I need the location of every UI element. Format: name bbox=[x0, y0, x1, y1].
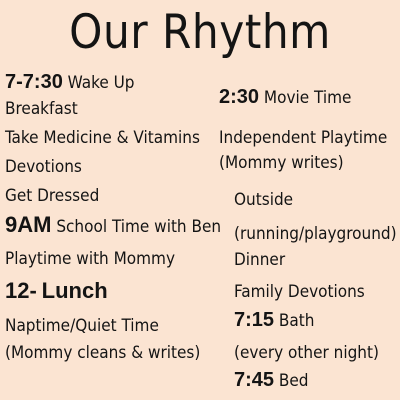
item-dinner: Dinner bbox=[234, 250, 286, 270]
item-school bbox=[5, 214, 221, 238]
movie-label: Movie Time bbox=[263, 88, 352, 108]
item-playtime: Playtime with Mommy bbox=[5, 249, 176, 269]
movie-time: 2:30 bbox=[219, 86, 260, 108]
item-devotions: Devotions bbox=[5, 157, 82, 177]
item-naptime-note: (Mommy cleans & writes) bbox=[5, 343, 201, 363]
school-label: School Time with Ben bbox=[56, 217, 222, 237]
item-medicine: Take Medicine & Vitamins bbox=[5, 128, 200, 148]
item-bath bbox=[234, 309, 314, 332]
item-outside: Outside bbox=[234, 190, 294, 210]
bed-time: 7:45 bbox=[234, 369, 275, 391]
bed-label: Bed bbox=[278, 371, 309, 391]
item-naptime: Naptime/Quiet Time bbox=[5, 316, 159, 336]
wake-up-label: Wake Up bbox=[67, 73, 135, 93]
item-bath-note: (every other night) bbox=[234, 343, 379, 363]
item-independent-note: (Mommy writes) bbox=[219, 153, 344, 173]
bath-time: 7:15 bbox=[234, 309, 275, 331]
lunch-label: Lunch bbox=[41, 278, 108, 303]
item-outside-note: (running/playground) bbox=[234, 224, 397, 244]
poster-title: Our Rhythm bbox=[69, 5, 331, 60]
item-family-devotions: Family Devotions bbox=[234, 282, 365, 302]
item-movie-time bbox=[219, 86, 351, 109]
item-wake-up bbox=[5, 71, 135, 94]
item-bed bbox=[234, 369, 309, 392]
item-get-dressed: Get Dressed bbox=[5, 186, 100, 206]
bath-label: Bath bbox=[278, 311, 315, 331]
item-independent-playtime: Independent Playtime bbox=[219, 128, 388, 148]
item-breakfast: Breakfast bbox=[5, 99, 78, 119]
wake-up-time: 7-7:30 bbox=[5, 71, 63, 93]
school-time: 9AM bbox=[5, 212, 52, 237]
item-lunch bbox=[5, 280, 108, 304]
lunch-time: 12- bbox=[5, 278, 37, 303]
